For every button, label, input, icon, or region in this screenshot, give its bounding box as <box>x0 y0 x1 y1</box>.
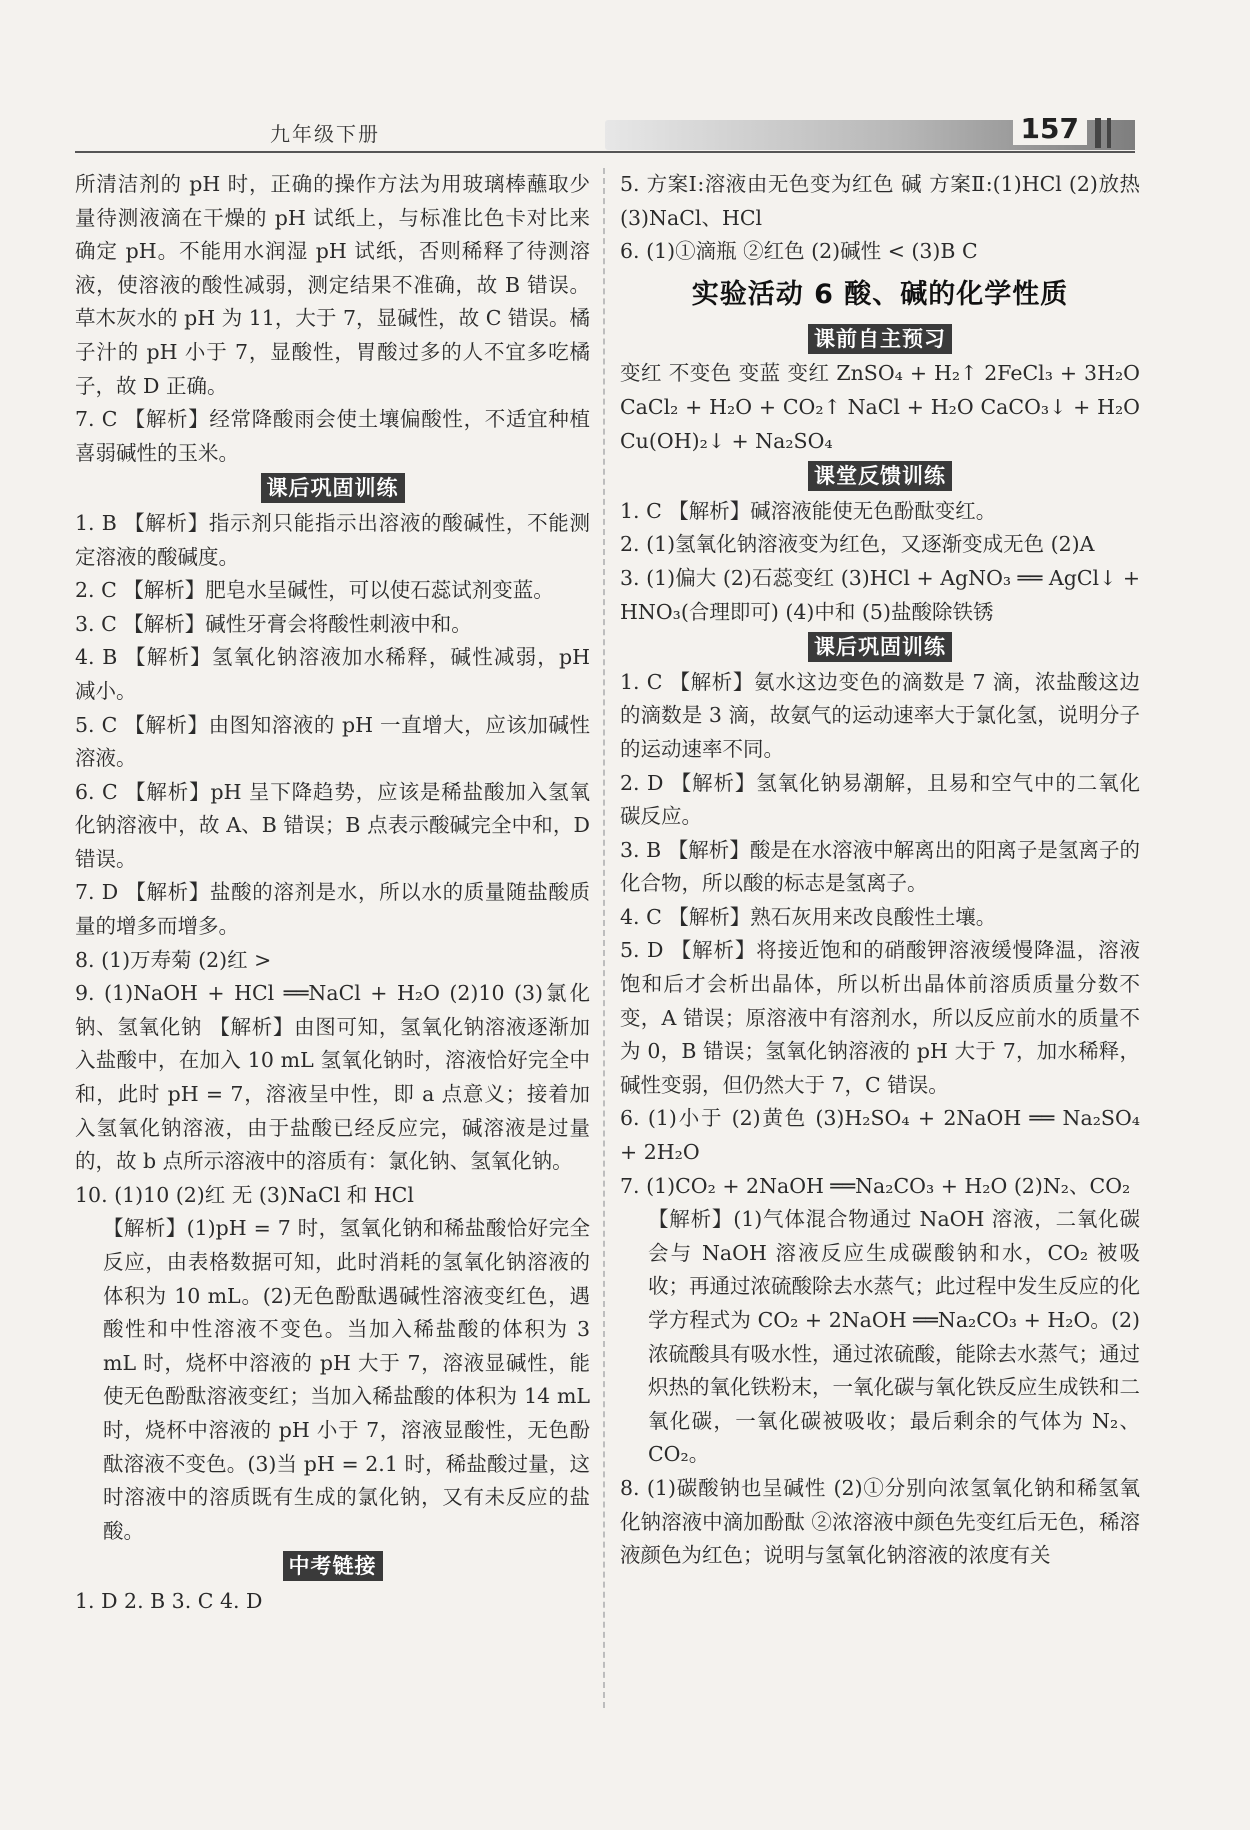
answer-5: 5. C 【解析】由图知溶液的 pH 一直增大，应该加碱性溶液。 <box>75 712 590 771</box>
homework-answer-3: 3. B 【解析】酸是在水溶液中解离出的阳离子是氢离子的化合物，所以酸的标志是氢离子。 <box>620 837 1140 896</box>
homework-answer-6: 6. (1)小于 (2)黄色 (3)H₂SO₄ + 2NaOH ══ Na₂SO₄ + 2H₂O <box>620 1106 1140 1165</box>
homework-answer-8: 8. (1)碳酸钠也呈碱性 (2)①分别向浓氢氧化钠和稀氢氧化钠溶液中滴加酚酞 ②浓溶液中颜色先变红后无色，稀溶液颜色为红色；说明与氢氧化钠溶液的浓度有关 <box>620 1475 1140 1568</box>
exam-answers: 1. D 2. B 3. C 4. D <box>75 1588 263 1613</box>
answer-8: 8. (1)万寿菊 (2)红 > <box>75 947 272 972</box>
answer-6: 6. C 【解析】pH 呈下降趋势，应该是稀盐酸加入氢氧化钠溶液中，故 A、B 错误；B 点表示酸碱完全中和，D 错误。 <box>75 779 590 871</box>
section-heading-label: 中考链接 <box>283 1551 383 1581</box>
section-heading-label: 课前自主预习 <box>808 324 952 354</box>
answer-10-analysis: 【解析】(1)pH = 7 时，氢氧化钠和稀盐酸恰好完全反应，由表格数据可知，此时消耗的氢氧化钠溶液的体积为 10 mL。(2)无色酚酞遇碱性溶液变红色，遇酸性和中性溶液不变色。当加入稀盐酸的体积为 3 mL 时，烧杯中溶液的 pH 大于 7，溶液显碱性，能使无色酚酞溶液变红；当加入稀盐酸的体积为 14 mL 时，烧杯中溶液的 pH 小于 7，溶液显酸性，无色酚酞溶液不变色。(3)当 pH = 2.1 时，稀盐酸过量，这时溶液中的溶质既有生成的氯化钠，又有未反应的盐酸。 <box>103 1216 590 1543</box>
left-paragraph-continued: 所清洁剂的 pH 时，正确的操作方法为用玻璃棒蘸取少量待测液滴在干燥的 pH 试纸上，与标准比色卡对比来确定 pH。不能用水润湿 pH 试纸，否则稀释了待测溶液，使溶液的酸性减弱，测定结果不准确，故 B 错误。草木灰水的 pH 为 11，大于 7，显碱性，故 C 错误。橘子汁的 pH 小于 7，显酸性，胃酸过多的人不宜多吃橘子，故 D 正确。 <box>75 172 590 398</box>
column-divider <box>603 168 605 1708</box>
homework-answer-1: 1. C 【解析】氨水这边变色的滴数是 7 滴，浓盐酸这边的滴数是 3 滴，故氨气的运动速率大于氯化氢，说明分子的运动速率不同。 <box>620 669 1140 761</box>
grade-label: 九年级下册 <box>270 122 380 146</box>
answer-6-right: 6. (1)①滴瓶 ②红色 (2)碱性 < (3)B C <box>620 239 978 264</box>
answer-1: 1. B 【解析】指示剂只能指示出溶液的酸碱性，不能测定溶液的酸碱度。 <box>75 510 590 569</box>
answer-7b: 7. D 【解析】盐酸的溶剂是水，所以水的质量随盐酸质量的增多而增多。 <box>75 880 590 939</box>
section-heading-classroom <box>620 460 1140 494</box>
section-heading-label: 课后巩固训练 <box>261 473 405 503</box>
classroom-answer-3: 3. (1)偏大 (2)石蕊变红 (3)HCl + AgNO₃ ══ AgCl↓ + HNO₃(合理即可) (4)中和 (5)盐酸除铁锈 <box>620 565 1140 624</box>
homework-answer-4: 4. C 【解析】熟石灰用来改良酸性土壤。 <box>620 904 997 929</box>
page-header <box>75 112 1135 160</box>
answer-10: 10. (1)10 (2)红 无 (3)NaCl 和 HCl <box>75 1182 414 1207</box>
page-number: 157 <box>1013 112 1087 145</box>
homework-answer-2: 2. D 【解析】氢氧化钠易潮解，且易和空气中的二氧化碳反应。 <box>620 770 1140 829</box>
header-rule <box>75 151 1135 153</box>
homework-answer-7: 7. (1)CO₂ + 2NaOH ══Na₂CO₃ + H₂O (2)N₂、CO₂ <box>620 1173 1131 1198</box>
section-heading-consolidation <box>75 472 590 506</box>
section-heading-label: 课堂反馈训练 <box>808 461 952 491</box>
answer-9: 9. (1)NaOH + HCl ══NaCl + H₂O (2)10 (3)氯化钠、氢氧化钠 【解析】由图可知，氢氧化钠溶液逐渐加入盐酸中，在加入 10 mL 氢氧化钠时，溶液恰好完全中和，此时 pH = 7，溶液呈中性，即 a 点意义；接着加入氢氧化钠溶液，由于盐酸已经反应完，碱溶液是过量的，故 b 点所示溶液中的溶质有：氯化钠、氢氧化钠。 <box>75 981 590 1174</box>
left-column <box>75 168 590 1619</box>
homework-answer-7-analysis: 【解析】(1)气体混合物通过 NaOH 溶液，二氧化碳会与 NaOH 溶液反应生成碳酸钠和水，CO₂ 被吸收；再通过浓硫酸除去水蒸气；此过程中发生反应的化学方程式为 CO₂ + 2NaOH ══Na₂CO₃ + H₂O。(2)浓硫酸具有吸水性，通过浓硫酸，能除去水蒸气；通过炽热的氧化铁粉末，一氧化碳与氧化铁反应生成铁和二氧化碳，一氧化碳被吸收；最后剩余的气体为 N₂、CO₂。 <box>648 1207 1140 1467</box>
answer-7: 7. C 【解析】经常降酸雨会使土壤偏酸性，不适宜种植喜弱碱性的玉米。 <box>75 407 590 465</box>
homework-answer-5: 5. D 【解析】将接近饱和的硝酸钾溶液缓慢降温，溶液饱和后才会析出晶体，所以析出晶体前溶质质量分数不变，A 错误；原溶液中有溶剂水，所以反应前水的质量不为 0，B 错误；氢氧化钠溶液的 pH 大于 7，加水稀释，碱性变弱，但仍然大于 7，C 错误。 <box>620 938 1140 1097</box>
section-heading-label: 课后巩固训练 <box>808 632 952 662</box>
answer-5-right: 5. 方案Ⅰ:溶液由无色变为红色 碱 方案Ⅱ:(1)HCl (2)放热 (3)NaCl、HCl <box>620 172 1140 230</box>
section-heading-preview <box>620 323 1140 357</box>
header-tick <box>1095 118 1101 148</box>
right-column <box>620 168 1140 1573</box>
classroom-answer-2: 2. (1)氢氧化钠溶液变为红色，又逐渐变成无色 (2)A <box>620 532 1095 557</box>
section-heading-consolidation-right <box>620 631 1140 665</box>
answer-2: 2. C 【解析】肥皂水呈碱性，可以使石蕊试剂变蓝。 <box>75 578 554 603</box>
header-tick-2 <box>1107 118 1111 148</box>
answer-4: 4. B 【解析】氢氧化钠溶液加水稀释，碱性减弱，pH 减小。 <box>75 645 590 703</box>
preview-answers: 变红 不变色 变蓝 变红 ZnSO₄ + H₂↑ 2FeCl₃ + 3H₂O CaCl₂ + H₂O + CO₂↑ NaCl + H₂O CaCO₃↓ + H₂O Cu(OH)₂↓ + Na₂SO₄ <box>620 361 1140 453</box>
classroom-answer-1: 1. C 【解析】碱溶液能使无色酚酞变红。 <box>620 498 997 523</box>
section-heading-exam-link <box>75 1550 590 1584</box>
activity-title: 实验活动 6 酸、碱的化学性质 <box>691 278 1069 310</box>
answer-3: 3. C 【解析】碱性牙膏会将酸性刺液中和。 <box>75 611 472 636</box>
